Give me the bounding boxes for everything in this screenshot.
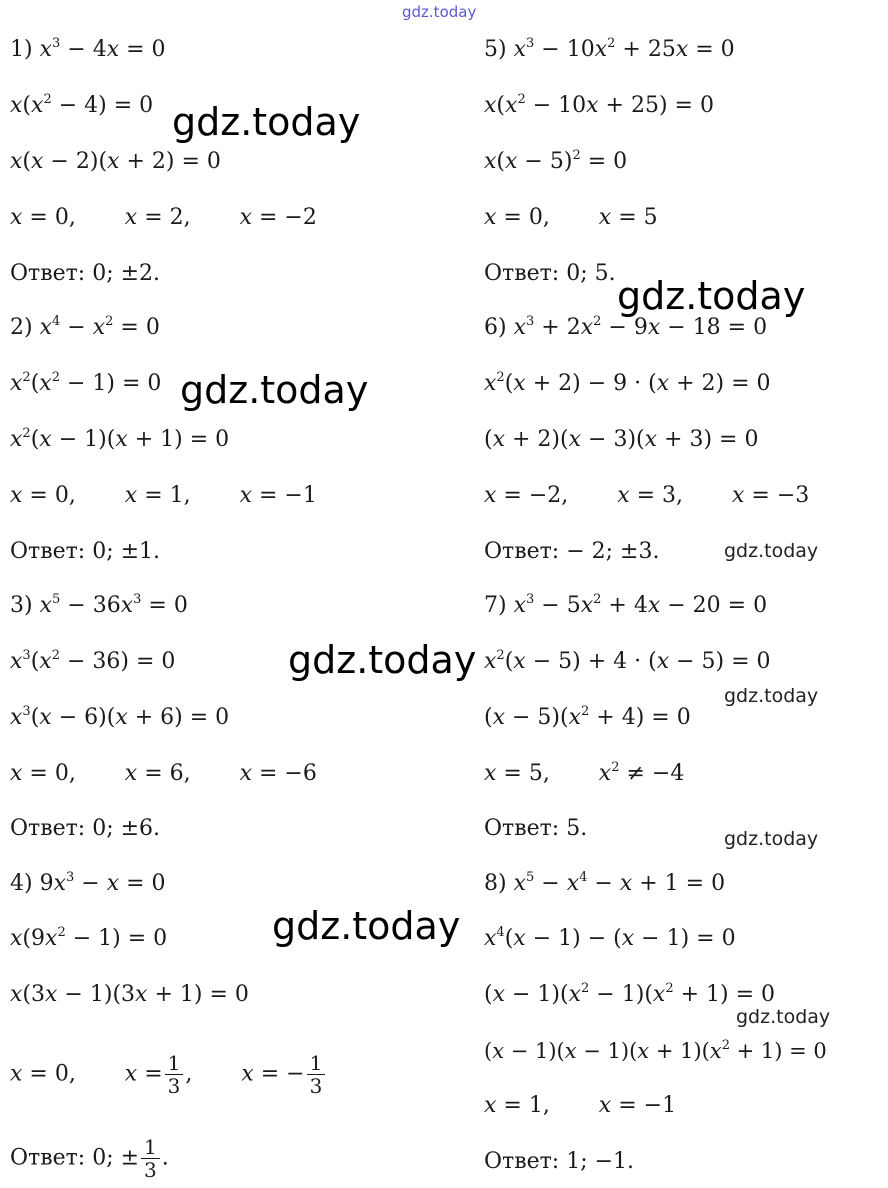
problem-8-step: $(x - 1)(x^2 - 1)(x^2 + 1) = 0$ [484, 981, 776, 1007]
problem-1-answer: Ответ: 0; ±2. [10, 261, 161, 286]
fraction: $\frac{1}{3}$ [165, 1052, 184, 1097]
watermark: gdz.today [180, 368, 369, 412]
watermark: gdz.today [617, 274, 806, 318]
watermark: gdz.today [724, 828, 819, 850]
problem-4-step: $x(9x^2 - 1) = 0$ [10, 925, 168, 951]
problem-8-equation: 8) $x^5 - x^4 - x + 1 = 0$ [484, 870, 726, 896]
problem-4-roots: x = 0, x = $\frac{1}{3}$ , x = − $\frac{1}{3}$ [10, 1052, 327, 1080]
problem-1-roots: x = 0, x = 2, x = −2 [10, 205, 317, 230]
problem-6-step: $x^2(x + 2) - 9 \cdot (x + 2) = 0$ [484, 370, 771, 396]
fraction: $\frac{1}{3}$ [307, 1052, 326, 1097]
problem-3-step: $x^3(x - 6)(x + 6) = 0$ [10, 704, 230, 730]
problem-3-roots: x = 0, x = 6, x = −6 [10, 761, 317, 786]
watermark: gdz.today [288, 638, 477, 682]
watermark-top: gdz.today [402, 3, 477, 21]
problem-2-equation: 2) $x^4 - x^2 = 0$ [10, 314, 160, 340]
problem-7-answer: Ответ: 5. [484, 816, 588, 841]
problem-4-equation: 4) $9x^3 - x = 0$ [10, 870, 166, 896]
problem-8-answer: Ответ: 1; −1. [484, 1149, 635, 1174]
problem-7-step: $x^2(x - 5) + 4 \cdot (x - 5) = 0$ [484, 648, 771, 674]
problem-8-step: $x^4(x - 1) - (x - 1) = 0$ [484, 925, 736, 951]
watermark: gdz.today [724, 540, 819, 562]
problem-6-equation: 6) $x^3 + 2x^2 - 9x - 18 = 0$ [484, 314, 768, 340]
problem-5-step: $x(x^2 - 10x + 25) = 0$ [484, 92, 714, 118]
problem-5-roots: x = 0, x = 5 [484, 205, 658, 230]
problem-6-answer: Ответ: − 2; ±3. [484, 539, 660, 564]
problem-5-step: $x(x - 5)^2 = 0$ [484, 148, 628, 174]
fraction: $\frac{1}{3}$ [141, 1136, 160, 1181]
problem-2-step: $x^2(x - 1)(x + 1) = 0$ [10, 426, 230, 452]
problem-2-roots: x = 0, x = 1, x = −1 [10, 483, 317, 508]
problem-2-step: $x^2(x^2 - 1) = 0$ [10, 370, 162, 396]
problem-7-equation: 7) $x^3 - 5x^2 + 4x - 20 = 0$ [484, 592, 768, 618]
problem-8-roots: x = 1, x = −1 [484, 1093, 677, 1118]
watermark: gdz.today [724, 685, 819, 707]
problem-8-step: $(x - 1)(x - 1)(x + 1)(x^2 + 1) = 0$ [484, 1038, 827, 1063]
problem-3-equation: 3) $x^5 - 36x^3 = 0$ [10, 592, 188, 618]
problem-1-step: x(x − 2)(x + 2) = 0 [10, 149, 221, 174]
problem-5-equation: 5) $x^3 - 10x^2 + 25x = 0$ [484, 36, 735, 62]
problem-7-step: $(x - 5)(x^2 + 4) = 0$ [484, 704, 691, 730]
watermark: gdz.today [736, 1006, 831, 1028]
problem-6-roots: x = −2, x = 3, x = −3 [484, 483, 810, 508]
watermark: gdz.today [272, 904, 461, 948]
problem-1-step: $x(x^2 - 4) = 0$ [10, 92, 154, 118]
problem-4-step: x(3x − 1)(3x + 1) = 0 [10, 982, 249, 1007]
problem-3-step: $x^3(x^2 - 36) = 0$ [10, 648, 176, 674]
problem-4-answer: Ответ: 0; ± $\frac{1}{3}$ . [10, 1135, 169, 1182]
problem-1-equation: 1) $x^3 - 4x = 0$ [10, 36, 166, 62]
problem-2-answer: Ответ: 0; ±1. [10, 539, 161, 564]
problem-5-answer: Ответ: 0; 5. [484, 261, 616, 286]
watermark: gdz.today [172, 100, 361, 144]
problem-3-answer: Ответ: 0; ±6. [10, 816, 161, 841]
problem-7-roots: x = 5, $x^2 \ne -4$ [484, 760, 685, 786]
problem-6-step: (x + 2)(x − 3)(x + 3) = 0 [484, 427, 759, 452]
